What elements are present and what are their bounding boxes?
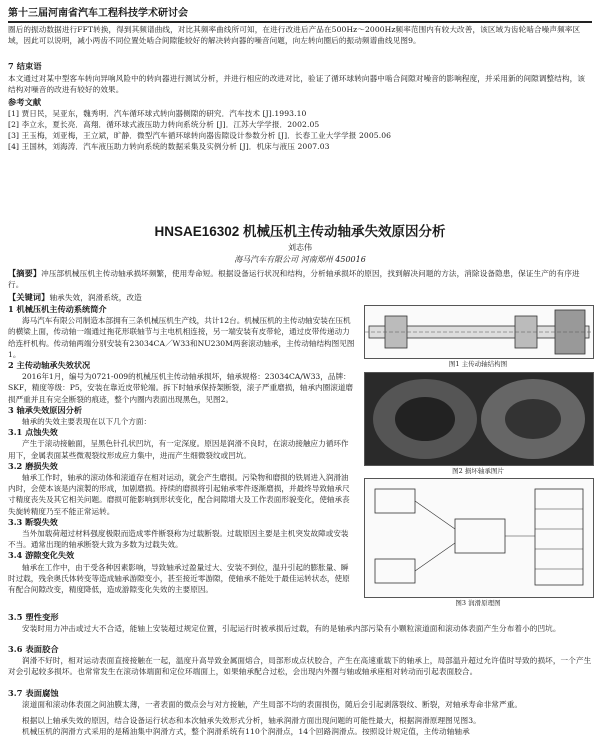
section-3-7 [8, 688, 592, 710]
analysis-text: 根据以上轴承失效的原因，结合设备运行状态和本次轴承失效形式分析，轴承润滑方面出现问题的可能性最大，根据润滑原理图见图3。 [22, 716, 481, 725]
section-heading: 1 机械压机主传动系统简介 [8, 304, 107, 314]
reference-item: [1] 贾日民，吴亚东，魏秀明．汽车循环球式转向器侧隙的研究．汽车技术 [J].1993.10 [8, 109, 307, 118]
prev-article-body: 圈后的振动数据进行FFT转换，得到其频谱曲线，对比其频率曲线所可知，在进行改进后产品在500Hz～2000Hz频率范围内有较大改善，该区域为齿轮啮合噪声频率区域，因此可以说明，减小两齿不同位置处啮合间隙能较好的解决转向器的噪音问题，向左转向圈后的振动频谱曲线见图9。 [8, 25, 581, 46]
section-3-5 [8, 612, 592, 634]
section-text: 安装时用力冲击或过大不合适，能轴上安装超过规定位置，引起运行时被承损后过载，有的是轴承内部污染有小颗粒滚道面和滚动体表面产生分布着小的凹坑。 [22, 624, 561, 634]
section-text: 海马汽车有限公司制造本部拥有三条机械压机生产线，共计12台。机械压机的主传动轴安装在压机的横梁上面，传动轴一端通过拖花形联轴节与主电机相连接，另一端安装有皮带轮，通过皮带传递动力给连杆机构。传动轴两端分别安装有23034CA／W33和NU230M两套滚动轴承，主传动轴结构图见图1。 [8, 316, 355, 359]
section-text: 当外加载荷超过材料强度极限而造成零件断裂称为过载断裂。过载原因主要是主机突发故障或安装不当。通常出现的轴承断裂大致为多数为过载失效。 [8, 529, 349, 550]
lubrication-text: 机械压机的润滑方式采用的是稀油集中润滑方式，整个润滑系统有110个润滑点，14个回路润滑点。按照设计规定值，主传动轴轴承 [22, 727, 470, 736]
section-text: 轴承的失效主要表现在以下几个方面： [22, 417, 152, 427]
abstract-text: 冲压部机械压机主传动轴承损坏频繁，使用寿命短。根据设备运行状况和结构，分析轴承损坏的原因，找到解决问题的方法，消除设备隐患，保证生产的有序进行。 [8, 269, 580, 290]
body-column [8, 304, 356, 595]
references-heading: 参考文献 [8, 97, 42, 107]
figure-2-photos [364, 372, 594, 466]
keywords [8, 292, 592, 303]
figure-2-caption: 图2 损坏轴承图片 [452, 467, 504, 475]
reference-item: [3] 王玉梅，刘亚梅，王立斌，旷静．微型汽车循环球转向器齿隙设计参数分析 [J]．长春工业大学学报 2005.06 [8, 131, 392, 140]
figure-1-shaft-drawing [364, 305, 594, 359]
abstract [8, 268, 592, 290]
conclusion-heading: 7 结束语 [8, 61, 42, 71]
abstract-label: 【摘要】 [8, 268, 42, 278]
reference-item: [2] 李立永，夏长亮．高翔．循环球式液压助力转向系统分析 [J]．江苏大学学报．2002.05 [8, 120, 320, 129]
section-heading: 3.6 表面胶合 [8, 644, 59, 654]
section-heading: 3 轴承失效原因分析 [8, 404, 83, 415]
section-text: 产生于滚动接触面，呈黑色针孔状凹坑，有一定深度。原因是润滑不良时，在滚动接触应力循环作用下，金属表面某些微观裂纹形成应力集中，进而产生细微裂纹或凹坑。 [8, 439, 349, 460]
article-author: 刘志伟 [288, 243, 312, 252]
figure-3-schematic [364, 478, 594, 598]
reference-item: [4] 王国林，刘海涛．汽车液压助力转向系统的数据采集及实例分析 [J]．机床与液压 2007.03 [8, 142, 330, 151]
section-3-6 [8, 644, 592, 678]
article-title: HNSAE16302 机械压机主传动轴承失效原因分析 [154, 224, 446, 239]
section-heading: 2 主传动轴承失效状况 [8, 360, 91, 371]
section-heading: 3.2 磨损失效 [8, 460, 58, 471]
section-text: 滚道面和滚动体表面之间油膜太薄，一者表面的微点会与对方接触，产生局部不均的表面损伤，随后会引起剥落裂纹、断裂，对轴承寿命非常严重。 [22, 700, 523, 710]
article-affiliation: 海马汽车有限公司 河南郑州 450016 [234, 255, 366, 264]
section-heading: 3.4 游隙变化失效 [8, 550, 75, 561]
section-heading: 3.7 表面腐蚀 [8, 688, 59, 698]
section-text: 润滑不好时，相对运动表面直接接触在一起，温度升高导致金属面熔合，局部形成点状胶合，产生在高速重载下的轴承上，局部温升超过允许值时导致的损坏，一个产生对会引起较多损坏。也常常发生在滚动体端面和定位环端面上，如果轴承配合过松，会出现内外圈与轴或轴承座相对转动而引起表面胶合。 [8, 656, 592, 677]
section-heading: 3.1 点蚀失效 [8, 427, 58, 438]
figure-1-caption: 图1 主传动轴结构图 [448, 360, 508, 368]
section-heading: 3.3 断裂失效 [8, 516, 58, 527]
keywords-label: 【关键词】 [8, 292, 50, 302]
keywords-text: 轴承失效，润滑系统，改造 [49, 293, 142, 302]
section-heading: 3.5 塑性变形 [8, 612, 59, 622]
section-text: 轴承工作时，轴承的滚动体和滚道存在相对运动，就会产生磨损。污染物和磨损的铁屑进入润滑油内时，会使本该是内滚製的形成，加剧磨损。持续的磨损将引起轴承零件逐渐磨损，并最终导致轴承尺寸精度丧失及其它相关问题。磨损可能影响到形状变化，配合间隙增大及工作表面形貌变化，使轴承丧失旋转精度乃至不能正常运转。 [8, 473, 350, 516]
section-text: 2016年1月，编号为0721-009的机械压机主传动轴承损坏，轴承规格：23034CA/W33，品牌：SKF，精度等级：P5，安装在靠近皮带轮端。拆下时轴承保持架断裂，滚子严重磨损，轴承内圈滚道磨损严重并且有完全断裂的痕迹，整个内圈内表面出现黑色，见图2。 [8, 372, 354, 404]
section-text: 轴承在工作中，由于受各种因素影响，导致轴承过盈量过大、安装不到位，温升引起的膨胀量、瞬时过载，残余奥氏体转变等造成轴承游隙变小，甚至接近零游隙，使轴承不能处于最佳运转状态，使原有配合间隙改变，精度降低，造成游隙变化失效的主要原因。 [8, 562, 350, 595]
figure-3-caption: 图3 润滑原理图 [455, 599, 501, 607]
running-header: 第十三届河南省汽车工程科技学术研讨会 [8, 4, 592, 23]
conclusion-text: 本文通过对某中型客车转向异响风险中的转向器进行测试分析，并进行相应的改进对比，验证了循环球转向器中啮合间隙对噪音的影响程度，并采用新的间隙调整结构，该结构对噪音的改进有较好的效果。 [8, 74, 586, 95]
